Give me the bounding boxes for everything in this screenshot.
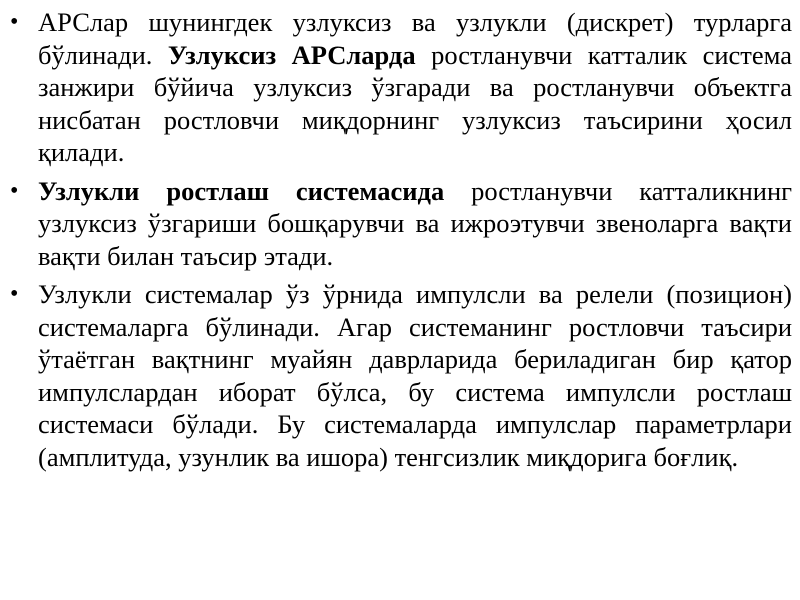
bullet-2-bold: Узлукли ростлаш системасида (38, 175, 445, 206)
bullet-2-text: ростланувчи катталикнинг узлуксиз ўзгариши бошқарувчи ва ижроэтувчи звеноларга вақти вақти билан таъсир этади. (38, 175, 793, 271)
bullet-item-2 (8, 175, 792, 273)
bullet-list (8, 6, 792, 473)
bullet-3-text: Узлукли системалар ўз ўрнида импулсли ва релели (позицион) системаларга бўлинади. Агар системанинг ростловчи таъсири ўтаётган вақтнинг муайян даврларида бериладиган бир қатор импулслардан иборат бўлса, бу система импулсли ростлаш системаси бўлади. Бу системаларда импулслар параметрлари (амплитуда, узунлик ва ишора) тенгсизлик миқдорига боғлиқ. (38, 279, 792, 472)
bullet-1-text-cont: ростланувчи катталик система занжири бўйича узлуксиз ўзгаради ва ростланувчи объектга нисбатан ростловчи миқдорнинг узлуксиз таъсирини ҳосил қилади. (38, 39, 792, 167)
bullet-dot-icon: • (10, 9, 19, 35)
bullet-dot-icon: • (10, 281, 19, 307)
bullet-item-1 (8, 6, 792, 169)
bullet-1-bold: Узлуксиз АРСларда (167, 39, 416, 70)
bullet-item-3 (8, 278, 792, 473)
bullet-1-text: АРСлар шунингдек узлуксиз ва узлукли (дискрет) турларга бўлинади. (38, 7, 792, 70)
bullet-dot-icon: • (10, 177, 19, 204)
